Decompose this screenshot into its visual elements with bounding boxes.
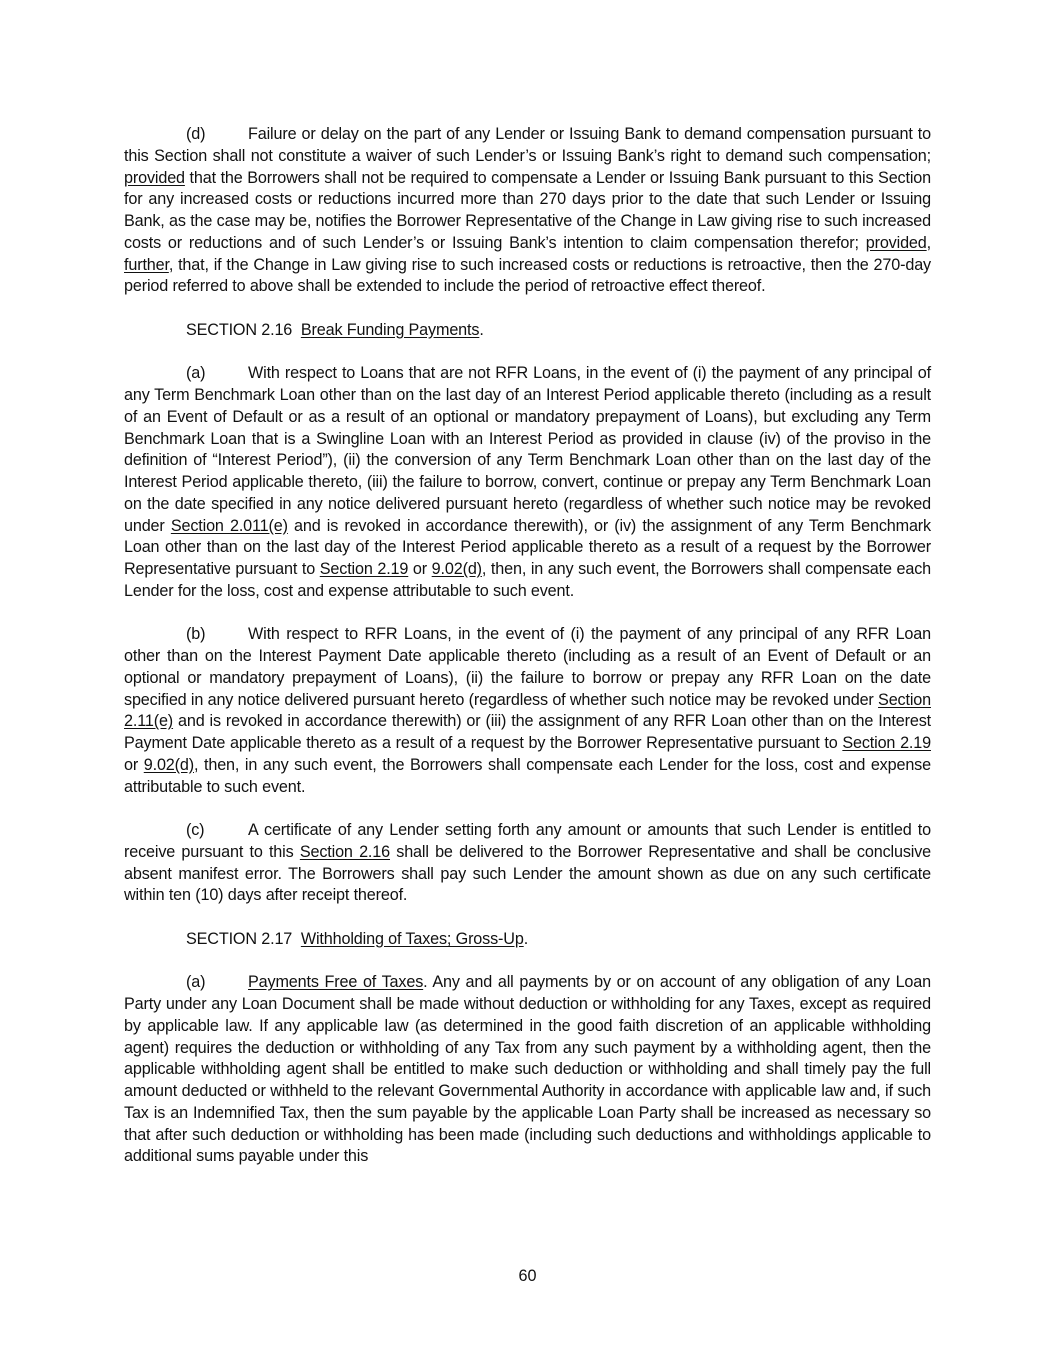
- page-number: 60: [518, 1267, 537, 1285]
- section-title: Break Funding Payments: [300, 320, 480, 339]
- paragraph-label: (a): [186, 973, 206, 992]
- paragraph-2-17-a: (a) Payments Free of Taxes. Any and all payments by or on account of any obligation of any Loan Party under any Loan Document shall be made without deduction or withholding for any Taxes, except as required by applicable law. If any applicable law (as determined in the good faith discretion of an applicable withholding agent) requires the deduction or withholding of any Tax from any such payment by a withholding agent, then the applicable withholding agent shall be entitled to make such deduction or withholding and shall timely pay the full amount deducted or withheld to the relevant Governmental Authority in accordance with applicable law and, if such Tax is an Indemnified Tax, then the sum payable by the applicable Loan Party shall be increased as necessary so that after such deduction or withholding has been made (including such deductions and withholdings applicable to additional sums payable under this: [124, 973, 931, 1166]
- document-page: [124, 124, 931, 1190]
- cross-reference: Section 2.19: [319, 560, 409, 578]
- section-heading-2-17: SECTION 2.17 Withholding of Taxes; Gross-Up.: [186, 929, 529, 948]
- section-heading-2-16: SECTION 2.16 Break Funding Payments.: [186, 320, 484, 339]
- section-title: Withholding of Taxes; Gross-Up: [300, 929, 524, 948]
- cross-reference: Section 2.11(e): [124, 690, 931, 731]
- paragraph-2-16-b: (b) With respect to RFR Loans, in the event of (i) the payment of any principal of any RFR Loan other than on the Interest Payment Date applicable thereto (including as a result of an Event of Default or an optional or mandatory prepayment of Loans), (ii) the failure to borrow or prepay any RFR Loan on the date specified in any notice delivered pursuant hereto (regardless of whether such notice may be revoked under Section 2.11(e) and is revoked in accordance therewith) or (iii) the assignment of any RFR Loan other than on the Interest Payment Date applicable thereto as a result of a request by the Borrower Representative pursuant to Section 2.19 or 9.02(d), then, in any such event, the Borrowers shall compensate each Lender for the loss, cost and expense attributable to such event.: [124, 625, 931, 796]
- defined-term-provided: provided: [124, 168, 185, 187]
- paragraph-label: (b): [186, 625, 206, 644]
- paragraph-label: (d): [186, 125, 206, 143]
- paragraph-2-15-d: (d) Failure or delay on the part of any Lender or Issuing Bank to demand compensation pursuant to this Section shall not constitute a waiver of such Lender’s or Issuing Bank’s right to demand such compensation; provided that the Borrowers shall not be required to compensate a Lender or Issuing Bank pursuant to this Section for any increased costs or reductions incurred more than 270 days prior to the date that such Lender or Issuing Bank, as the case may be, notifies the Borrower Representative of the Change in Law giving rise to such increased costs or reductions and of such Lender’s or Issuing Bank’s intention to claim compensation therefor; provided, further, that, if the Change in Law giving rise to such increased costs or reductions is retroactive, then the 270-day period referred to above shall be extended to include the period of retroactive effect thereof.: [124, 125, 931, 296]
- section-number: SECTION 2.17: [186, 929, 293, 948]
- defined-term-further: further: [124, 255, 169, 274]
- cross-reference: 9.02(d): [431, 560, 482, 578]
- paragraph-label: (a): [186, 364, 206, 383]
- cross-reference: Section 2.19: [842, 734, 931, 752]
- paragraph-label: (c): [186, 821, 205, 839]
- cross-reference: 9.02(d): [143, 755, 194, 774]
- defined-term-provided: provided: [865, 233, 927, 252]
- paragraph-2-16-c: (c) A certificate of any Lender setting forth any amount or amounts that such Lender is entitled to receive pursuant to this Section 2.16 shall be delivered to the Borrower Representative and shall be conclusive absent manifest error. The Borrowers shall pay such Lender the amount shown as due on any such certificate within ten (10) days after receipt thereof.: [124, 821, 932, 905]
- paragraph-2-16-a: (a) With respect to Loans that are not RFR Loans, in the event of (i) the payment of any principal of any Term Benchmark Loan other than on the last day of an Interest Period applicable thereto (including as a result of an Event of Default or as a result of an optional or mandatory prepayment of Loans), but excluding any Term Benchmark Loan that is a Swingline Loan with an Interest Period as provided in clause (iv) of the proviso in the definition of “Interest Period”), (ii) the conversion of any Term Benchmark Loan other than on the last day of the Interest Period applicable thereto, (iii) the failure to borrow, convert, continue or prepay any Term Benchmark Loan on the date specified in any notice delivered pursuant hereto (regardless of whether such notice may be revoked under Section 2.011(e) and is revoked in accordance therewith), or (iv) the assignment of any Term Benchmark Loan other than on the last day of the Interest Period applicable thereto as a result of a request by the Borrower Representative pursuant to Section 2.19 or 9.02(d), then, in any such event, the Borrowers shall compensate each Lender for the loss, cost and expense attributable to such event.: [124, 364, 931, 600]
- section-number: SECTION 2.16: [186, 320, 293, 339]
- subsection-title: Payments Free of Taxes: [248, 973, 424, 992]
- cross-reference: Section 2.011(e): [170, 516, 288, 535]
- cross-reference: Section 2.16: [299, 842, 390, 861]
